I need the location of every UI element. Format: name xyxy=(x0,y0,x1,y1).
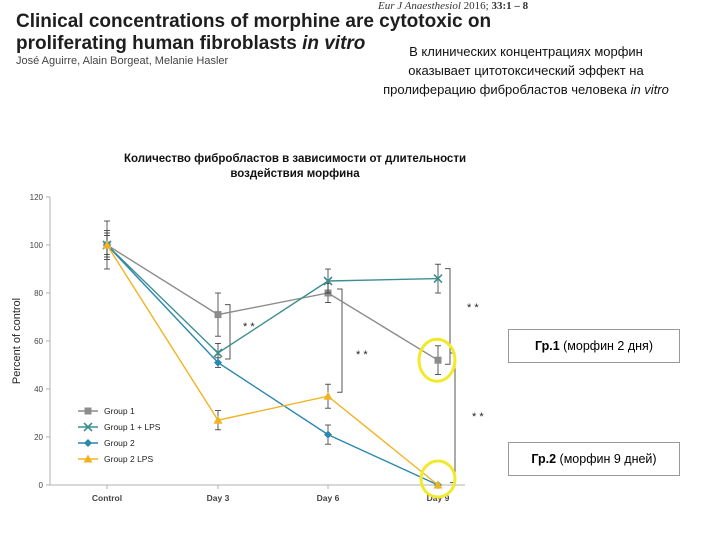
y-tick-label: 60 xyxy=(34,337,43,346)
legend-label-group-1: Group 1 xyxy=(104,406,135,416)
group1-callout xyxy=(508,329,680,363)
x-tick-label: Control xyxy=(91,493,123,503)
series-group-1 xyxy=(104,231,442,375)
legend-marker-group-2 xyxy=(84,439,92,447)
y-tick-label: 40 xyxy=(34,385,43,394)
y-tick-label: 20 xyxy=(34,433,43,442)
significance-day6: * * xyxy=(356,349,368,361)
chart-title-line2: воздействия морфина xyxy=(230,168,360,180)
series-group-1-lps xyxy=(103,221,442,363)
x-tick-label: Day 6 xyxy=(316,493,340,503)
paper-title-italic: in vitro xyxy=(302,33,366,54)
bracket-day9-group1 xyxy=(445,269,450,365)
y-tick-label: 100 xyxy=(29,241,43,250)
bracket-day6 xyxy=(337,289,342,392)
legend-label-group-2-lps: Group 2 LPS xyxy=(104,454,154,464)
paper-authors: José Aguirre, Alain Borgeat, Melanie Hasler xyxy=(16,55,229,67)
y-tick-label: 120 xyxy=(29,193,43,202)
data-point-group-2 xyxy=(324,431,332,439)
group1-callout-text: (морфин 2 дня) xyxy=(559,339,653,353)
journal-name: Eur J Anaesthesiol xyxy=(378,0,461,12)
chart-axes xyxy=(11,193,465,503)
group1-callout-bold: Гр.1 xyxy=(534,339,560,353)
chart-series xyxy=(103,221,443,489)
series-group-2 xyxy=(103,235,442,489)
paper-title-line1: Clinical concentrations of morphine are cytotoxic on xyxy=(16,11,492,32)
annotation-line1: В клинических концентрациях морфин xyxy=(409,44,643,59)
series-line-group-1-lps xyxy=(107,245,438,353)
y-tick-label: 80 xyxy=(34,289,43,298)
series-line-group-2-lps xyxy=(107,245,438,485)
legend-marker-group-1 xyxy=(85,408,92,415)
legend-label-group-1-lps: Group 1 + LPS xyxy=(104,422,161,432)
data-point-group-1 xyxy=(215,311,222,318)
significance-day3: * * xyxy=(243,321,255,333)
annotation-line2: оказывает цитотоксический эффект на xyxy=(408,63,644,78)
group2-callout-bold: Гр.2 xyxy=(531,452,557,466)
y-tick-label: 0 xyxy=(38,481,43,490)
group2-callout-text: (морфин 9 дней) xyxy=(556,452,657,466)
x-tick-label: Day 3 xyxy=(206,493,230,503)
paper-title-line2-text: proliferating human fibroblasts xyxy=(16,33,303,54)
data-point-group-2-lps xyxy=(324,392,333,400)
chart-title-line1: Количество фибробластов в зависимости от длительности xyxy=(123,153,467,165)
series-line-group-2 xyxy=(107,245,438,485)
chart-legend xyxy=(78,406,161,464)
data-point-group-1 xyxy=(435,357,442,364)
x-tick-label: Day 9 xyxy=(426,493,450,503)
journal-volume: 33:1 – 8 xyxy=(491,0,529,12)
legend-label-group-2: Group 2 xyxy=(104,438,135,448)
significance-day9-group1: * * xyxy=(467,302,479,314)
y-axis-label: Percent of control xyxy=(11,297,23,385)
annotation-line3-text: пролиферацию фибробластов человека xyxy=(383,82,631,97)
series-group-2-lps xyxy=(103,233,443,489)
significance-day9-group2: * * xyxy=(472,411,484,423)
series-line-group-1 xyxy=(107,245,438,360)
annotation-line3-italic: in vitro xyxy=(630,82,669,97)
journal-year: 2016; xyxy=(463,0,489,12)
group2-callout xyxy=(508,442,680,476)
significance-annotations xyxy=(225,269,484,483)
